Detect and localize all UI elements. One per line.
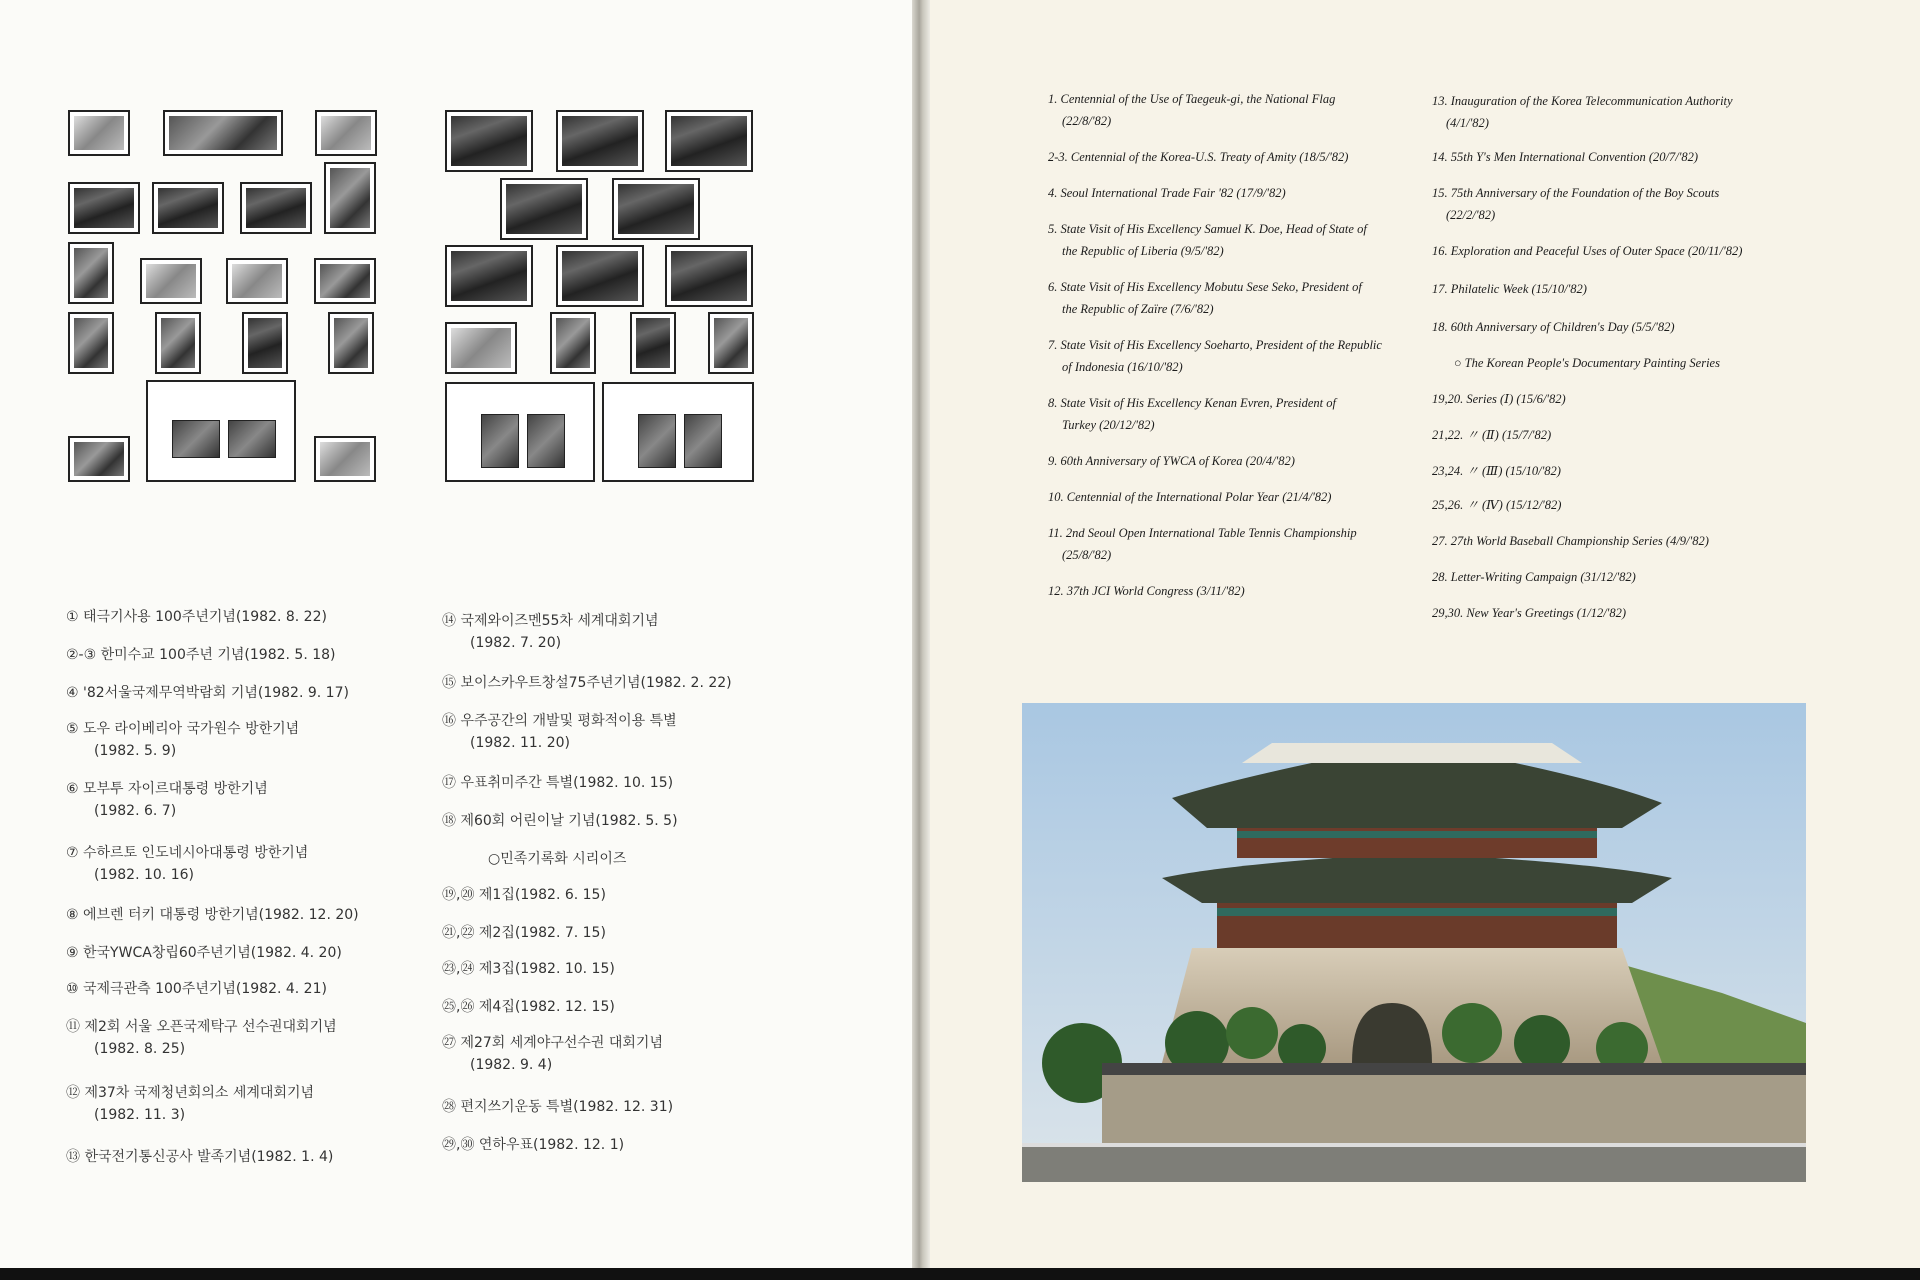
stamp-6 [152,182,224,234]
stamp-28 [550,312,596,374]
stamp-18 [314,436,376,482]
korean-item-10: ⑩ 국제극관측 100주년기념(1982. 4. 21) [66,981,327,997]
stamp-9 [68,242,114,304]
korean-item-27: ㉗ 제27회 세계야구선수권 대회기념 (1982. 9. 4) [442,1035,663,1073]
english-item-1: 1. Centennial of the Use of Taegeuk-gi, the National Flag (22/8/'82) [1048,92,1336,128]
english-item-25-26: 25,26. 〃 (Ⅳ) (15/12/'82) [1432,498,1562,512]
korean-item-15: ⑮ 보이스카우트창설75주년기념(1982. 2. 22) [442,675,732,691]
stamp-2-3 [163,110,283,156]
stamp-23 [612,178,700,240]
english-item-21-22: 21,22. 〃 (Ⅱ) (15/7/'82) [1432,428,1552,442]
stamp-26 [665,245,753,307]
korean-item-29-30: ㉙,㉚ 연하우표(1982. 12. 1) [442,1137,625,1153]
gate-photograph [1022,703,1806,1182]
english-item-7: 7. State Visit of His Excellency Soeharto, President of the Republic of Indonesia (16/10/'82) [1048,338,1382,374]
english-item-13: 13. Inauguration of the Korea Telecommunication Authority (4/1/'82) [1432,94,1733,130]
gate-illustration [1022,703,1806,1182]
english-item-23-24: 23,24. 〃 (Ⅲ) (15/10/'82) [1432,464,1561,478]
english-list-col1 [1048,88,1428,608]
korean-item-14: ⑭ 국제와이즈멘55차 세계대회기념 (1982. 7. 20) [442,613,659,651]
korean-item-23-24: ㉓,㉔ 제3집(1982. 10. 15) [442,961,615,977]
korean-item-12: ⑫ 제37차 국제청년회의소 세계대회기념 (1982. 11. 3) [66,1085,315,1123]
stamp-30 [708,312,754,374]
stamp-13 [68,312,114,374]
korean-item-28: ㉘ 편지쓰기운동 특별(1982. 12. 31) [442,1099,674,1115]
souvenir-sheet-29-30 [602,382,754,482]
english-item-10: 10. Centennial of the International Polar Year (21/4/'82) [1048,490,1332,504]
english-item-11: 11. 2nd Seoul Open International Table Tennis Championship (25/8/'82) [1048,526,1357,562]
book-gutter [912,0,930,1268]
stamp-22 [500,178,588,240]
stamp-14 [155,312,201,374]
souvenir-sheet-27 [445,382,595,482]
stamp-25 [556,245,644,307]
stamp-29 [630,312,676,374]
stamp-16 [328,312,374,374]
english-item-28: 28. Letter-Writing Campaign (31/12/'82) [1432,570,1636,584]
korean-item-8: ⑧ 에브렌 터키 대통령 방한기념(1982. 12. 20) [66,907,359,923]
stamp-4 [315,110,377,156]
english-item-18: 18. 60th Anniversary of Children's Day (5/5/'82) [1432,320,1675,334]
english-item-19-20: 19,20. Series (Ⅰ) (15/6/'82) [1432,392,1566,406]
korean-item-18: ⑱ 제60회 어린이날 기념(1982. 5. 5) [442,813,678,829]
english-item-5: 5. State Visit of His Excellency Samuel K. Doe, Head of State of the Republic of Liberia (9/5/'82) [1048,222,1367,258]
page-shadow [0,1268,1920,1280]
english-item-12: 12. 37th JCI World Congress (3/11/'82) [1048,584,1245,598]
korean-item-13: ⑬ 한국전기통신공사 발족기념(1982. 1. 4) [66,1149,334,1165]
stamp-7 [240,182,312,234]
english-item-6: 6. State Visit of His Excellency Mobutu Sese Seko, President of the Republic of Zaïre (7/6/'82) [1048,280,1362,316]
english-item-27: 27. 27th World Baseball Championship Series (4/9/'82) [1432,534,1709,548]
stamp-5 [68,182,140,234]
stamp-8 [324,162,376,234]
stamp-11 [226,258,288,304]
stamp-1 [68,110,130,156]
english-list-col2 [1432,90,1812,630]
english-series-heading: ○ The Korean People's Documentary Painting Series [1454,356,1720,370]
korean-item-25-26: ㉕,㉖ 제4집(1982. 12. 15) [442,999,615,1015]
korean-item-21-22: ㉑,㉒ 제2집(1982. 7. 15) [442,925,606,941]
english-item-4: 4. Seoul International Trade Fair '82 (17/9/'82) [1048,186,1286,200]
souvenir-sheet-15 [146,380,296,482]
english-item-9: 9. 60th Anniversary of YWCA of Korea (20/4/'82) [1048,454,1295,468]
korean-item-7: ⑦ 수하르토 인도네시아대통령 방한기념 (1982. 10. 16) [66,845,309,883]
korean-series-heading: ○민족기록화 시리이즈 [488,851,627,867]
stamp-10 [140,258,202,304]
korean-item-16: ⑯ 우주공간의 개발및 평화적이용 특별 (1982. 11. 20) [442,713,677,751]
stamp-19 [445,110,533,172]
korean-item-5: ⑤ 도우 라이베리아 국가원수 방한기념 (1982. 5. 9) [66,721,300,759]
stamp-21 [665,110,753,172]
stamp-20 [556,110,644,172]
english-item-8: 8. State Visit of His Excellency Kenan Evren, President of Turkey (20/12/'82) [1048,396,1337,432]
english-item-16: 16. Exploration and Peaceful Uses of Outer Space (20/11/'82) [1432,244,1743,258]
korean-item-9: ⑨ 한국YWCA창립60주년기념(1982. 4. 20) [66,945,342,961]
korean-item-11: ⑪ 제2회 서울 오픈국제탁구 선수권대회기념 (1982. 8. 25) [66,1019,337,1057]
english-item-29-30: 29,30. New Year's Greetings (1/12/'82) [1432,606,1627,620]
stamp-17 [68,436,130,482]
korean-item-17: ⑰ 우표취미주간 특별(1982. 10. 15) [442,775,674,791]
korean-item-19-20: ⑲,⑳ 제1집(1982. 6. 15) [442,887,606,903]
english-item-14: 14. 55th Y's Men International Convention (20/7/'82) [1432,150,1699,164]
stamp-27 [445,322,517,374]
english-item-15: 15. 75th Anniversary of the Foundation of the Boy Scouts (22/2/'82) [1432,186,1720,222]
korean-item-4: ④ '82서울국제무역박람회 기념(1982. 9. 17) [66,685,349,701]
stamp-15 [242,312,288,374]
english-item-2-3: 2-3. Centennial of the Korea-U.S. Treaty of Amity (18/5/'82) [1048,150,1349,164]
stamp-24 [445,245,533,307]
stamp-12 [314,258,376,304]
left-page [0,0,912,1268]
korean-item-6: ⑥ 모부투 자이르대통령 방한기념 (1982. 6. 7) [66,781,268,819]
english-item-17: 17. Philatelic Week (15/10/'82) [1432,282,1587,296]
korean-item-2-3: ②-③ 한미수교 100주년 기념(1982. 5. 18) [66,647,336,663]
korean-item-1: ① 태극기사용 100주년기념(1982. 8. 22) [66,609,327,625]
